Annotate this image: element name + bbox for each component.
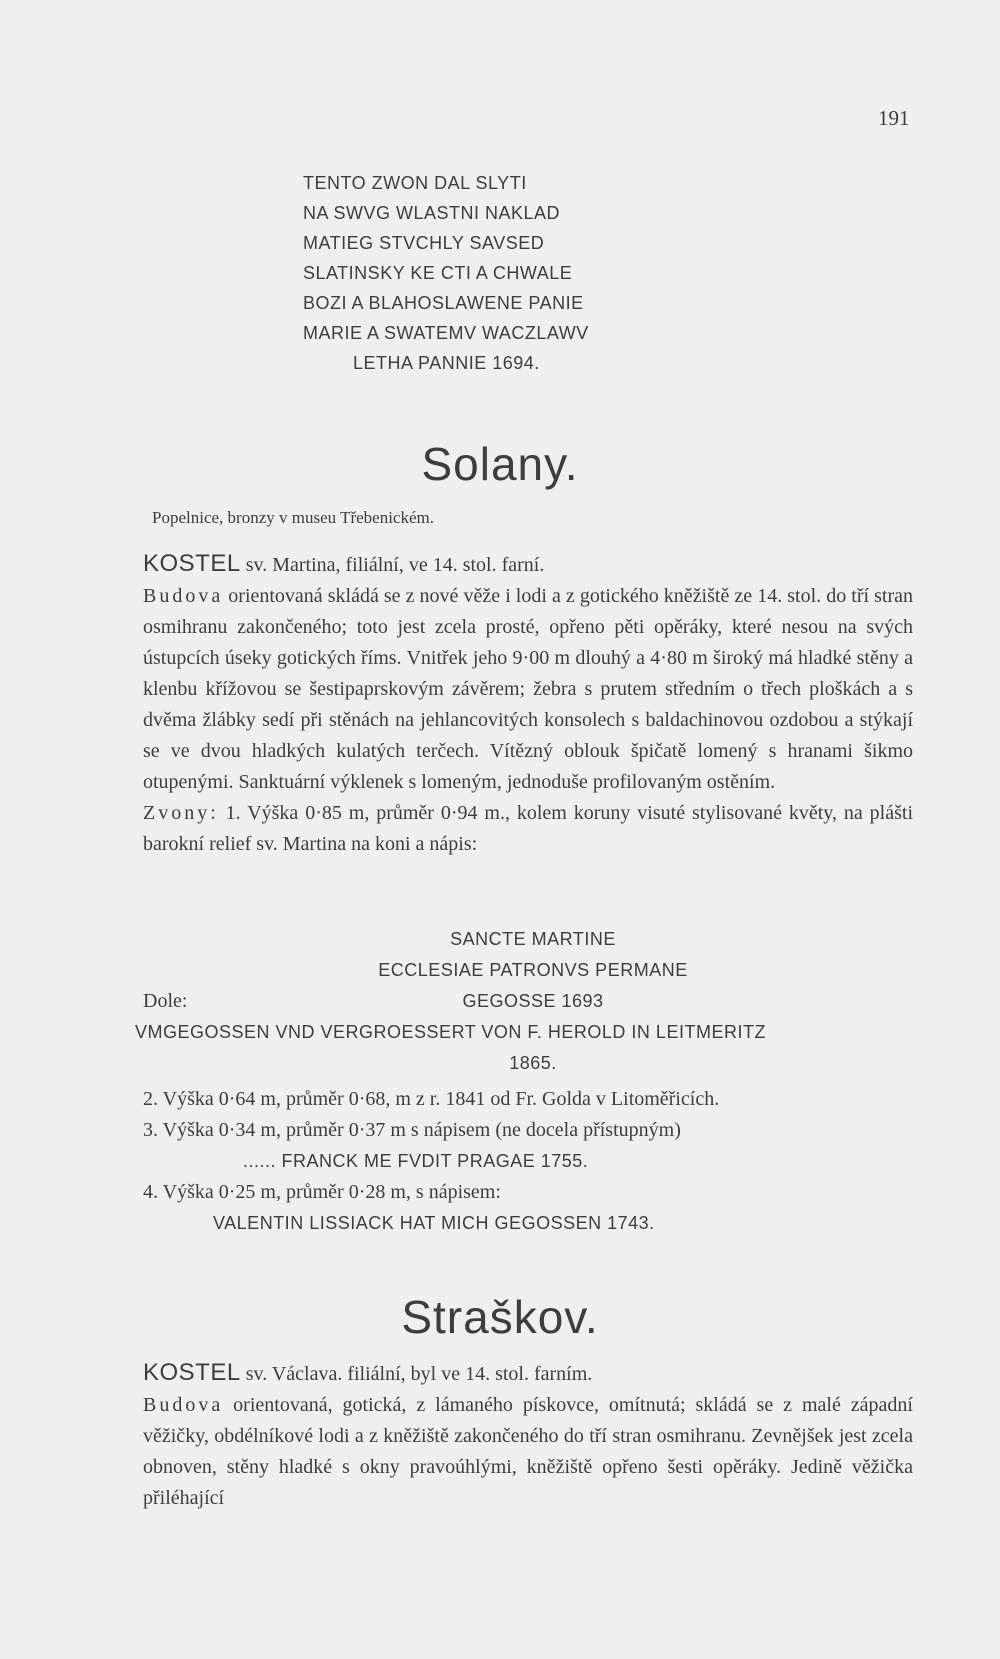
inscription-line: SANCTE MARTINE (450, 929, 616, 949)
page-number: 191 (878, 106, 910, 130)
inscription-line: SLATINSKY KE CTI A CHWALE (303, 263, 573, 283)
zvony-heading: Zvony: (143, 802, 219, 824)
bell-item: 3. Výška 0·34 m, průměr 0·37 m s nápisem (ne docela přístupným) (143, 1119, 681, 1141)
straskov-body (143, 1357, 913, 1514)
kostel-text: sv. Václava. filiální, byl ve 14. stol. farním. (240, 1363, 593, 1385)
inscription-line: ECCLESIAE PATRONVS PERMANE (378, 960, 688, 980)
bell-item: 4. Výška 0·25 m, průměr 0·28 m, s nápisem: (143, 1181, 501, 1203)
zvony-paragraph (143, 798, 913, 860)
kostel-text: sv. Martina, filiální, ve 14. stol. farní. (240, 554, 545, 576)
inscription-line: MATIEG STVCHLY SAVSED (303, 233, 545, 253)
inscription-line: LETHA PANNIE 1694. (353, 353, 540, 373)
section-title-solany: Solany. (421, 438, 579, 490)
budova-heading: Budova (143, 1394, 224, 1416)
inscription-line: BOZI A BLAHOSLAWENE PANIE (303, 293, 584, 313)
bell-inscription: ...... FRANCK ME FVDIT PRAGAE 1755. (243, 1151, 589, 1171)
inscription-line: TENTO ZWON DAL SLYTI (303, 173, 527, 193)
budova-heading: Budova (143, 585, 224, 607)
bell-inscription-1694 (303, 168, 589, 378)
kostel-heading: KOSTEL (143, 1359, 241, 1386)
budova-paragraph (143, 581, 913, 798)
kostel-heading: KOSTEL (143, 550, 241, 577)
kostel-line (143, 1357, 913, 1390)
bell-inscription: VALENTIN LISSIACK HAT MICH GEGOSSEN 1743. (213, 1213, 655, 1233)
inscription-line: 1865. (509, 1053, 557, 1073)
budova-text: orientovaná, gotická, z lámaného pískovce, omítnutá; skládá se z malé západní věžičky, obdélníkové lodi a z kněžiště zakončeného do tří stran osmihranu. Zevnějšek jest zcela obnoven, stěny hladké s okny pravoúhlými, kněžiště opřeno šesti opěráky. Jedině věžička přiléhající (143, 1394, 913, 1509)
section-title-straskov: Straškov. (401, 1291, 599, 1343)
bell-inscription-1693 (135, 924, 923, 1079)
kostel-line (143, 548, 913, 581)
inscription-line: VMGEGOSSEN VND VERGROESSERT VON F. HEROLD IN LEITMERITZ (135, 1022, 766, 1042)
budova-paragraph (143, 1390, 913, 1514)
museum-note: Popelnice, bronzy v museu Třebenickém. (152, 508, 434, 527)
inscription-dole-row (143, 986, 923, 1017)
inscription-line: GEGOSSE 1693 (462, 991, 604, 1011)
bell-item: 2. Výška 0·64 m, průměr 0·68, m z r. 1841 od Fr. Golda v Litoměřicích. (143, 1088, 720, 1110)
inscription-line: NA SWVG WLASTNI NAKLAD (303, 203, 561, 223)
solany-body (143, 548, 913, 860)
inscription-line: MARIE A SWATEMV WACZLAWV (303, 323, 589, 343)
budova-text: orientovaná skládá se z nové věže i lodi a z gotického kněžiště ze 14. stol. do tří stran osmihranu zakončeného; toto jest zcela prosté, opřeno pěti opěráky, které nesou na svých ústupcích úseky gotických říms. Vnitřek jeho 9·00 m dlouhý a 4·80 m široký má hladké stěny a klenbu křížovou se šestipaprskovým závěrem; žebra s prutem středním o třech ploškách a s dvěma žlábky sedí při stěnách na jehlancovitých konsolech s baldachinovou ozdobou a stýkají se ve dvou hladkých kulatých terčech. Vítězný oblouk špičatě lomený s hranami šikmo otupenými. Sanktuární výklenek s lomeným, jednoduše profilovaným ostěním. (143, 585, 913, 793)
bells-list (143, 1084, 933, 1239)
dole-label: Dole: (143, 990, 188, 1012)
zvony-text: 1. Výška 0·85 m, průměr 0·94 m., kolem koruny visuté stylisované květy, na plášti barokní relief sv. Martina na koni a nápis: (143, 802, 913, 855)
